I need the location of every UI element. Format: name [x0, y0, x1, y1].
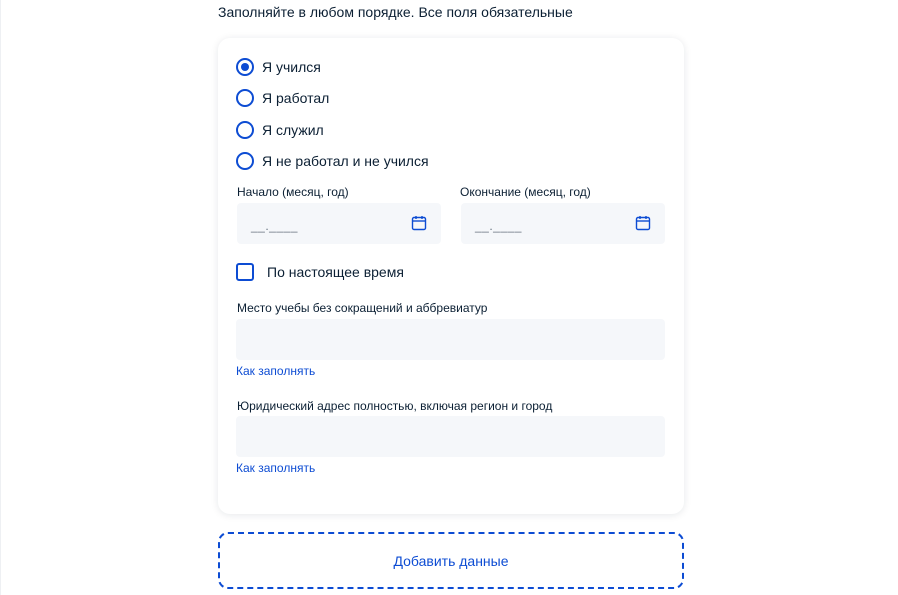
radio-button[interactable]: [236, 89, 254, 107]
present-time-checkbox-row[interactable]: [236, 261, 404, 283]
address-input[interactable]: [236, 416, 665, 457]
radio-button[interactable]: [236, 121, 254, 139]
radio-option-studied[interactable]: [236, 56, 321, 78]
address-help-link[interactable]: Как заполнять: [236, 461, 316, 475]
radio-label: Я учился: [262, 59, 321, 75]
calendar-icon[interactable]: [635, 215, 651, 231]
start-date-label: Начало (месяц, год): [237, 185, 349, 199]
start-date-input[interactable]: [237, 203, 441, 244]
end-date-label: Окончание (месяц, год): [460, 185, 591, 199]
form-subtitle: Заполняйте в любом порядке. Все поля обязательные: [218, 4, 573, 20]
present-time-checkbox[interactable]: [236, 263, 254, 281]
page-edge-divider: [0, 0, 1, 595]
add-data-button[interactable]: Добавить данные: [218, 532, 684, 589]
calendar-icon[interactable]: [411, 215, 427, 231]
start-date-mask: __.____: [251, 219, 298, 233]
radio-label: Я не работал и не учился: [262, 153, 429, 169]
radio-label: Я работал: [262, 90, 330, 106]
place-input[interactable]: [236, 319, 665, 360]
present-time-label: По настоящее время: [267, 264, 404, 280]
end-date-mask: __.____: [475, 219, 522, 233]
place-field-label: Место учебы без сокращений и аббревиатур: [237, 301, 488, 315]
end-date-input[interactable]: [461, 203, 665, 244]
radio-button-checked[interactable]: [236, 58, 254, 76]
address-field-label: Юридический адрес полностью, включая регион и город: [237, 399, 553, 413]
radio-button[interactable]: [236, 152, 254, 170]
form-card: [218, 38, 684, 514]
radio-option-none[interactable]: [236, 150, 429, 172]
radio-option-worked[interactable]: [236, 87, 329, 109]
radio-option-served[interactable]: [236, 119, 324, 141]
radio-label: Я служил: [262, 122, 324, 138]
place-help-link[interactable]: Как заполнять: [236, 364, 316, 378]
